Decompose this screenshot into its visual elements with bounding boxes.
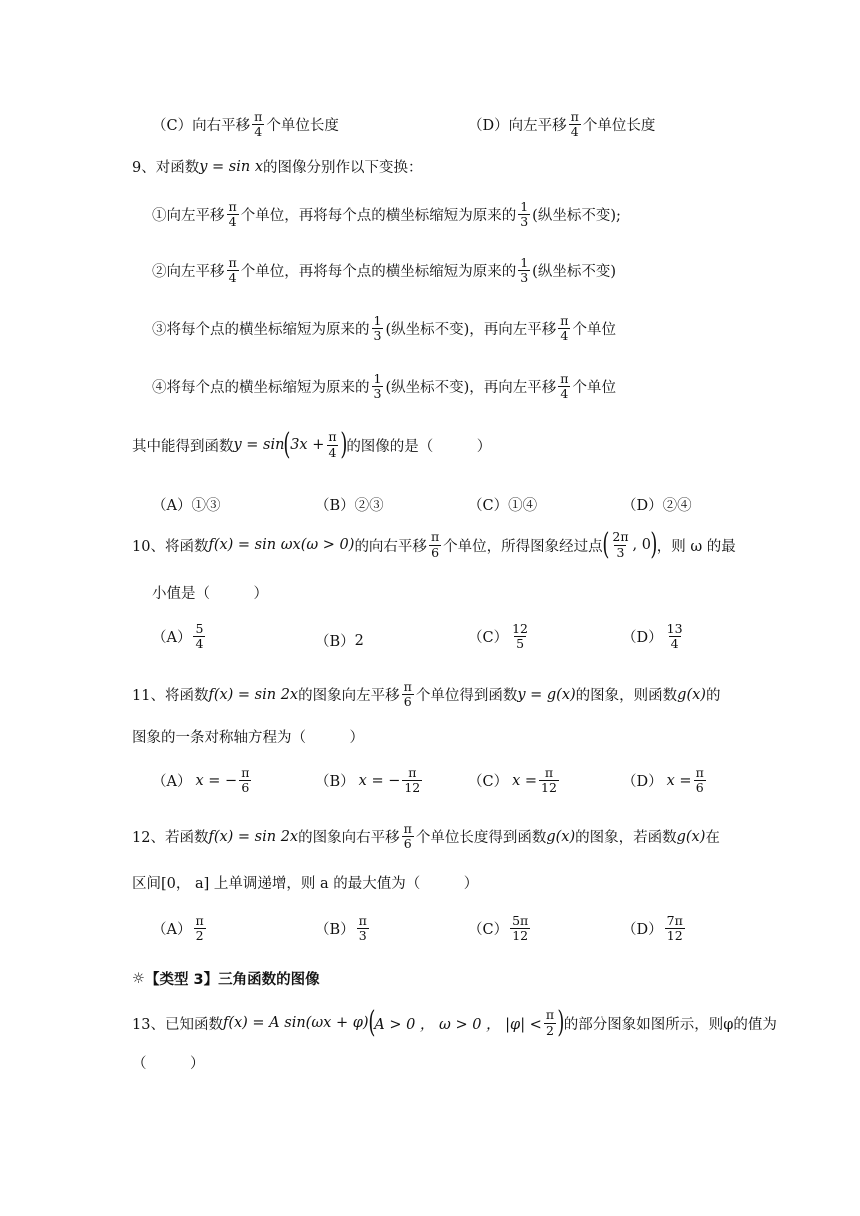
- q9-option-a[interactable]: （A）①③: [152, 498, 221, 514]
- fraction: $\frac{\pi}{4}$: [570, 109, 579, 140]
- fraction: $\frac{1}{3}$: [520, 255, 529, 286]
- fraction: $\frac{\pi}{4}$: [328, 429, 337, 460]
- q10-option-b[interactable]: （B） 2: [315, 632, 364, 650]
- fraction: $\frac{2\pi}{3}$: [612, 529, 629, 560]
- q10-option-d[interactable]: （D） $\frac{13}{4}$: [622, 621, 683, 652]
- q8-option-c[interactable]: [152, 110, 339, 140]
- option-label: （C）: [152, 118, 193, 135]
- fraction: $\frac{\pi}{4}$: [254, 109, 263, 140]
- q10-option-c[interactable]: （C） $\frac{12}{5}$: [468, 621, 529, 652]
- fraction: $\frac{1}{3}$: [373, 371, 382, 402]
- option-text: 向右平移: [192, 118, 251, 135]
- option-text: 向左平移: [508, 118, 567, 135]
- fraction: $\frac{1}{3}$: [520, 199, 529, 230]
- q12-stem-line2: 区间[0， a] 上单调递增，则 a 的最大值为（ ）: [132, 876, 479, 892]
- fraction: $\frac{\pi}{4}$: [228, 255, 237, 286]
- fraction: $\frac{\pi}{6}$: [430, 529, 440, 560]
- q9-option-d[interactable]: （D）②④: [622, 498, 692, 514]
- fraction: $\frac{\pi}{2}$: [545, 1007, 555, 1038]
- q11-option-a[interactable]: （A） x = − $\frac{\pi}{6}$: [152, 765, 250, 796]
- q10-option-a[interactable]: （A） $\frac{5}{4}$: [152, 621, 204, 652]
- q13-stem-line2: （ ）: [132, 1056, 205, 1072]
- q10-stem-line2: 小值是（ ）: [152, 586, 268, 602]
- section-heading: ☼ 【类型 3】三角函数的图像: [132, 970, 320, 988]
- q9-question: 其中能得到函数 y = sin ( 3x + $\frac{\pi}{4}$ ) 的图像的是（ ）: [132, 427, 492, 462]
- fraction: $\frac{\pi}{6}$: [403, 821, 412, 852]
- option-label: （D）: [468, 118, 509, 135]
- q11-stem: 11、将函数 f(x) = sin 2x 的图象向左平移 $\frac{\pi}{6}$ 个单位得到函数 y = g(x) 的图象，则函数 g(x) 的: [132, 679, 721, 710]
- fraction: $\frac{1}{3}$: [373, 313, 382, 344]
- q12-option-a[interactable]: （A） $\frac{\pi}{2}$: [152, 913, 204, 944]
- q11-option-d[interactable]: （D） x = $\frac{\pi}{6}$: [622, 765, 704, 796]
- q10-stem: 10、将函数 f(x) = sin ωx(ω > 0) 的向右平移 $\frac{\pi}{6}$ 个单位，所得图象经过点 ( $\frac{2\pi}{3}$ , 0 ) ，则 ω 的最: [132, 527, 736, 562]
- fraction: $\frac{\pi}{4}$: [228, 199, 237, 230]
- q12-option-c[interactable]: （C） $\frac{5\pi}{12}$: [468, 913, 529, 944]
- q12-option-d[interactable]: （D） $\frac{7\pi}{12}$: [622, 913, 683, 944]
- q8-option-d[interactable]: [468, 110, 655, 140]
- q13-stem: 13、已知函数 f(x) = A sin(ωx + φ) ( A > 0 ， ω > 0 ， |φ| < $\frac{\pi}{2}$ ) 的部分图象如图所示，则φ的值为: [132, 1005, 777, 1040]
- fraction: $\frac{\pi}{4}$: [560, 371, 569, 402]
- fraction: $\frac{\pi}{6}$: [403, 679, 412, 710]
- sun-icon: ☼: [132, 970, 145, 987]
- q9-transform-3: ③将每个点的横坐标缩短为原来的 $\frac{1}{3}$ (纵坐标不变)，再向左平移 $\frac{\pi}{4}$ 个单位: [152, 313, 616, 344]
- q9-transform-4: ④将每个点的横坐标缩短为原来的 $\frac{1}{3}$ (纵坐标不变)，再向左平移 $\frac{\pi}{4}$ 个单位: [152, 371, 616, 402]
- option-text: 个单位长度: [582, 118, 656, 135]
- q11-stem-line2: 图象的一条对称轴方程为（ ）: [132, 730, 364, 746]
- q12-option-b[interactable]: （B） $\frac{\pi}{3}$: [315, 913, 367, 944]
- q11-option-b[interactable]: （B） x = − $\frac{\pi}{12}$: [315, 765, 421, 796]
- q9-transform-2: ②向左平移 $\frac{\pi}{4}$ 个单位，再将每个点的横坐标缩短为原来的 $\frac{1}{3}$ (纵坐标不变): [152, 255, 616, 286]
- q9-option-c[interactable]: （C）①④: [468, 498, 538, 514]
- fraction: $\frac{\pi}{4}$: [560, 313, 569, 344]
- q9-transform-1: ①向左平移 $\frac{\pi}{4}$ 个单位，再将每个点的横坐标缩短为原来的 $\frac{1}{3}$ (纵坐标不变);: [152, 199, 621, 230]
- q12-stem: 12、若函数 f(x) = sin 2x 的图象向右平移 $\frac{\pi}{6}$ 个单位长度得到函数 g(x) 的图象，若函数 g(x) 在: [132, 821, 720, 852]
- option-text: 个单位长度: [266, 118, 339, 135]
- q9-option-b[interactable]: （B）②③: [315, 498, 384, 514]
- q11-option-c[interactable]: （C） x = $\frac{\pi}{12}$: [468, 765, 557, 796]
- q9-stem: 9、对函数 y = sin x 的图像分别作以下变换：: [132, 158, 423, 176]
